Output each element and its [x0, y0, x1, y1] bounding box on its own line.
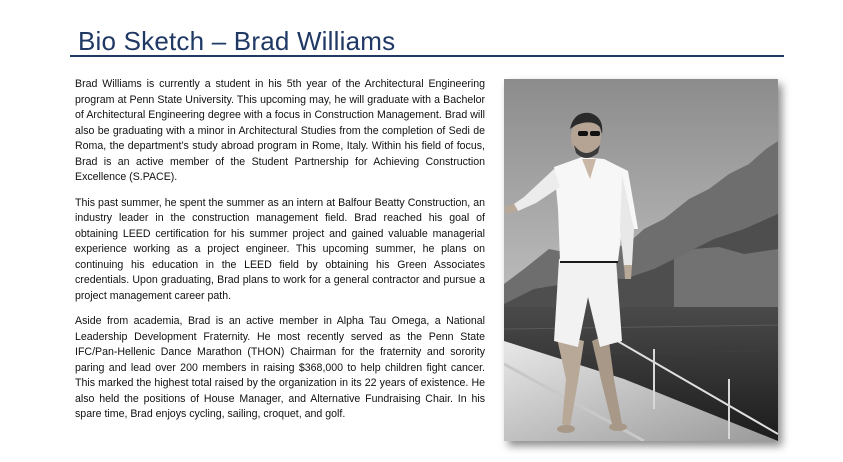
bio-paragraph: Brad Williams is currently a student in his 5th year of the Architectural Engineering program at Penn State University. This upcoming may, he will graduate with a Bachelor of Architectural Engineering degree with a focus in Construction Management. Brad will also be graduating with a minor in Architectural Studies from the completion of Sedi de Roma, the department’s study abroad program in Rome, Italy. Within his field of focus, Brad is an active member of the Student Partnership for Achieving Construction Excellence (S.PACE).: [75, 78, 485, 183]
bio-text: [75, 77, 485, 433]
bio-paragraph: This past summer, he spent the summer as an intern at Balfour Beatty Construction, an industry leader in the construction management field. Brad reached his goal of obtaining LEED certification for his summer project and gained valuable managerial experience working as a project engineer. This upcoming summer, he plans on continuing his education in the LEED field by obtaining his Green Associates credentials. Upon graduating, Brad plans to work for a general contractor and pursue a project management career path.: [75, 196, 485, 302]
portrait-image: [504, 79, 778, 441]
bio-paragraph: Aside from academia, Brad is an active member in Alpha Tau Omega, a National Leadership Development Fraternity. He most recently served as the Penn State IFC/Pan-Hellenic Dance Marathon (THON) Chairman for the fraternity and sorority paring and lead over 200 members in raising $368,000 to help children fight cancer. This marked the highest total raised by the organization in its 22 years of existence. He also held the positions of House Manager, and Alternative Fundraising Chair. In his spare time, Brad enjoys cycling, sailing, croquet, and golf.: [75, 315, 485, 420]
title-underline: [70, 55, 784, 57]
portrait-photo: [504, 79, 778, 441]
page-title: Bio Sketch – Brad Williams: [78, 26, 396, 56]
